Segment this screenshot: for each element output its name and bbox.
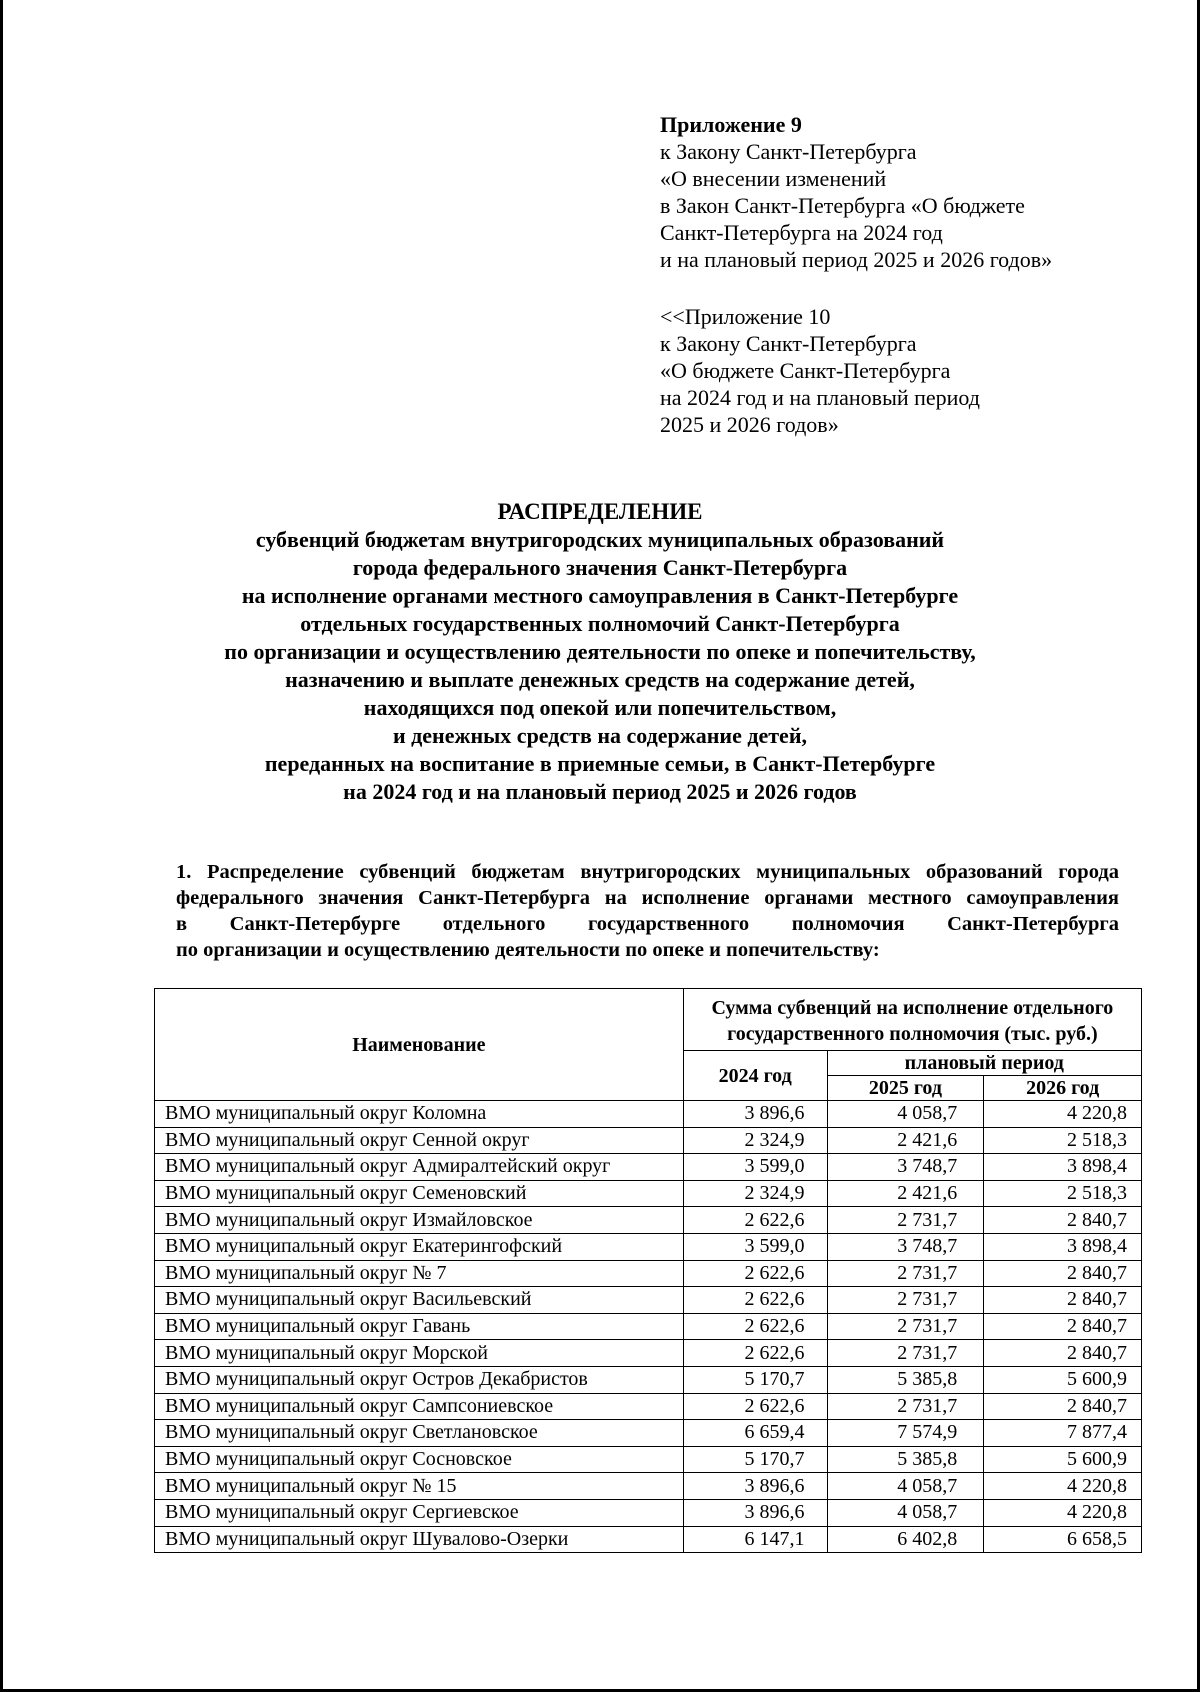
amount-2024-cell: 3 896,6 — [683, 1101, 827, 1128]
amount-2025-cell: 4 058,7 — [827, 1101, 984, 1128]
document-subtitle-line: на исполнение органами местного самоуправления в Санкт-Петербурге — [241, 583, 959, 608]
municipality-name-cell: ВМО муниципальный округ Сенной округ — [155, 1127, 684, 1154]
municipality-name-cell: ВМО муниципальный округ № 15 — [155, 1473, 684, 1500]
table-body — [155, 1101, 1142, 1553]
table-row — [155, 1180, 1142, 1207]
amount-2024-cell: 3 896,6 — [683, 1499, 827, 1526]
amount-2025-cell: 6 402,8 — [827, 1526, 984, 1553]
amount-2024-cell: 5 170,7 — [683, 1366, 827, 1393]
table-row — [155, 1233, 1142, 1260]
amount-2025-cell: 2 731,7 — [827, 1207, 984, 1234]
section-1-line: федерального значения Санкт-Петербурга на исполнение органами местного самоуправления — [176, 887, 1119, 909]
amount-2026-cell: 2 840,7 — [984, 1393, 1142, 1420]
municipality-name-cell: ВМО муниципальный округ Сергиевское — [155, 1499, 684, 1526]
document-subtitle-line: назначению и выплате денежных средств на содержание детей, — [285, 667, 915, 692]
municipality-name-cell: ВМО муниципальный округ Морской — [155, 1340, 684, 1367]
appendix-9-title: Приложение 9 — [660, 112, 802, 137]
amount-2025-cell: 3 748,7 — [827, 1233, 984, 1260]
amount-2026-cell: 2 840,7 — [984, 1260, 1142, 1287]
amount-2026-cell: 5 600,9 — [984, 1366, 1142, 1393]
header-name: Наименование — [155, 989, 684, 1101]
document-subtitle-line: и денежных средств на содержание детей, — [392, 723, 807, 748]
amount-2024-cell: 6 147,1 — [683, 1526, 827, 1553]
table-row — [155, 1420, 1142, 1447]
municipality-name-cell: ВМО муниципальный округ Шувалово-Озерки — [155, 1526, 684, 1553]
appendix-10-title: <<Приложение 10 — [660, 304, 831, 329]
table-row — [155, 1127, 1142, 1154]
amount-2024-cell: 2 324,9 — [683, 1127, 827, 1154]
municipality-name-cell: ВМО муниципальный округ Сампсониевское — [155, 1393, 684, 1420]
municipality-name-cell: ВМО муниципальный округ Остров Декабристов — [155, 1366, 684, 1393]
document-subtitle-line: по организации и осуществлению деятельности по опеке и попечительству, — [224, 639, 976, 664]
amount-2025-cell: 3 748,7 — [827, 1154, 984, 1181]
document-subtitle-line: субвенций бюджетам внутригородских муниципальных образований — [255, 527, 945, 552]
amount-2025-cell: 2 731,7 — [827, 1340, 984, 1367]
section-1-heading — [176, 859, 1119, 963]
appendix-9-line: в Закон Санкт-Петербурга «О бюджете — [660, 193, 1025, 218]
table-row — [155, 1313, 1142, 1340]
amount-2024-cell: 2 622,6 — [683, 1260, 827, 1287]
amount-2026-cell: 2 840,7 — [984, 1340, 1142, 1367]
header-2026: 2026 год — [984, 1076, 1142, 1101]
header-planned-period: плановый период — [827, 1051, 1141, 1076]
table-row — [155, 1366, 1142, 1393]
appendix-9-line: к Закону Санкт-Петербурга — [660, 139, 917, 164]
amount-2025-cell: 4 058,7 — [827, 1473, 984, 1500]
table-row — [155, 1154, 1142, 1181]
appendix-9-line: Санкт-Петербурга на 2024 год — [660, 220, 943, 245]
table-row — [155, 1446, 1142, 1473]
amount-2026-cell: 4 220,8 — [984, 1499, 1142, 1526]
amount-2026-cell: 2 840,7 — [984, 1313, 1142, 1340]
amount-2025-cell: 2 421,6 — [827, 1180, 984, 1207]
appendix-10-line: 2025 и 2026 годов» — [660, 412, 839, 437]
amount-2026-cell: 2 518,3 — [984, 1127, 1142, 1154]
municipality-name-cell: ВМО муниципальный округ Сосновское — [155, 1446, 684, 1473]
amount-2024-cell: 5 170,7 — [683, 1446, 827, 1473]
table-row — [155, 1393, 1142, 1420]
amount-2026-cell: 2 518,3 — [984, 1180, 1142, 1207]
table-row — [155, 1101, 1142, 1128]
amount-2026-cell: 6 658,5 — [984, 1526, 1142, 1553]
amount-2024-cell: 3 599,0 — [683, 1233, 827, 1260]
amount-2024-cell: 2 622,6 — [683, 1207, 827, 1234]
amount-2026-cell: 2 840,7 — [984, 1287, 1142, 1314]
municipality-name-cell: ВМО муниципальный округ Семеновский — [155, 1180, 684, 1207]
amount-2025-cell: 2 731,7 — [827, 1260, 984, 1287]
amount-2024-cell: 3 599,0 — [683, 1154, 827, 1181]
appendix-10-line: «О бюджете Санкт-Петербурга — [660, 358, 951, 383]
municipality-name-cell: ВМО муниципальный округ Измайловское — [155, 1207, 684, 1234]
subventions-table — [154, 988, 1142, 1553]
document-title: РАСПРЕДЕЛЕНИЕ — [497, 499, 703, 524]
amount-2026-cell: 3 898,4 — [984, 1154, 1142, 1181]
amount-2024-cell: 2 622,6 — [683, 1340, 827, 1367]
document-subtitle-line: города федерального значения Санкт-Петербурга — [352, 555, 848, 580]
amount-2024-cell: 3 896,6 — [683, 1473, 827, 1500]
appendix-10-block — [660, 303, 1180, 438]
appendix-9-line: «О внесении изменений — [660, 166, 887, 191]
document-subtitle-line: на 2024 год и на плановый период 2025 и 2026 годов — [343, 779, 857, 804]
header-2024: 2024 год — [683, 1051, 827, 1101]
header-sum: Сумма субвенций на исполнение отдельного государственного полномочия (тыс. руб.) — [683, 989, 1141, 1051]
table-row — [155, 1526, 1142, 1553]
amount-2025-cell: 2 421,6 — [827, 1127, 984, 1154]
table-row — [155, 1207, 1142, 1234]
document-title-block — [0, 498, 1200, 806]
header-2025: 2025 год — [827, 1076, 984, 1101]
amount-2025-cell: 2 731,7 — [827, 1393, 984, 1420]
document-subtitle-line: отдельных государственных полномочий Санкт-Петербурга — [300, 611, 900, 636]
amount-2024-cell: 2 622,6 — [683, 1287, 827, 1314]
appendix-10-line: на 2024 год и на плановый период — [660, 385, 980, 410]
page-frame-left — [0, 0, 3, 1692]
municipality-name-cell: ВМО муниципальный округ Васильевский — [155, 1287, 684, 1314]
municipality-name-cell: ВМО муниципальный округ № 7 — [155, 1260, 684, 1287]
amount-2025-cell: 4 058,7 — [827, 1499, 984, 1526]
section-1-line: 1. Распределение субвенций бюджетам внутригородских муниципальных образований города — [176, 861, 1119, 883]
amount-2024-cell: 6 659,4 — [683, 1420, 827, 1447]
amount-2026-cell: 2 840,7 — [984, 1207, 1142, 1234]
document-subtitle-line: находящихся под опекой или попечительством, — [363, 695, 837, 720]
amount-2025-cell: 2 731,7 — [827, 1287, 984, 1314]
municipality-name-cell: ВМО муниципальный округ Адмиралтейский округ — [155, 1154, 684, 1181]
table-row — [155, 1499, 1142, 1526]
table-row — [155, 1260, 1142, 1287]
table-row — [155, 1340, 1142, 1367]
amount-2025-cell: 7 574,9 — [827, 1420, 984, 1447]
municipality-name-cell: ВМО муниципальный округ Екатерингофский — [155, 1233, 684, 1260]
amount-2026-cell: 7 877,4 — [984, 1420, 1142, 1447]
appendix-10-line: к Закону Санкт-Петербурга — [660, 331, 917, 356]
amount-2025-cell: 2 731,7 — [827, 1313, 984, 1340]
municipality-name-cell: ВМО муниципальный округ Светлановское — [155, 1420, 684, 1447]
amount-2026-cell: 4 220,8 — [984, 1101, 1142, 1128]
amount-2026-cell: 3 898,4 — [984, 1233, 1142, 1260]
amount-2024-cell: 2 324,9 — [683, 1180, 827, 1207]
amount-2024-cell: 2 622,6 — [683, 1393, 827, 1420]
section-1-line: по организации и осуществлению деятельности по опеке и попечительству: — [176, 939, 880, 961]
table-row — [155, 1473, 1142, 1500]
amount-2025-cell: 5 385,8 — [827, 1366, 984, 1393]
document-subtitle-line: переданных на воспитание в приемные семьи, в Санкт-Петербурге — [264, 751, 936, 776]
section-1-line: в Санкт-Петербурге отдельного государственного полномочия Санкт-Петербурга — [176, 913, 1119, 935]
amount-2026-cell: 5 600,9 — [984, 1446, 1142, 1473]
amount-2025-cell: 5 385,8 — [827, 1446, 984, 1473]
municipality-name-cell: ВМО муниципальный округ Коломна — [155, 1101, 684, 1128]
amount-2026-cell: 4 220,8 — [984, 1473, 1142, 1500]
appendix-9-line: и на плановый период 2025 и 2026 годов» — [660, 247, 1053, 272]
table-row — [155, 1287, 1142, 1314]
municipality-name-cell: ВМО муниципальный округ Гавань — [155, 1313, 684, 1340]
appendix-9-block — [660, 111, 1180, 273]
amount-2024-cell: 2 622,6 — [683, 1313, 827, 1340]
